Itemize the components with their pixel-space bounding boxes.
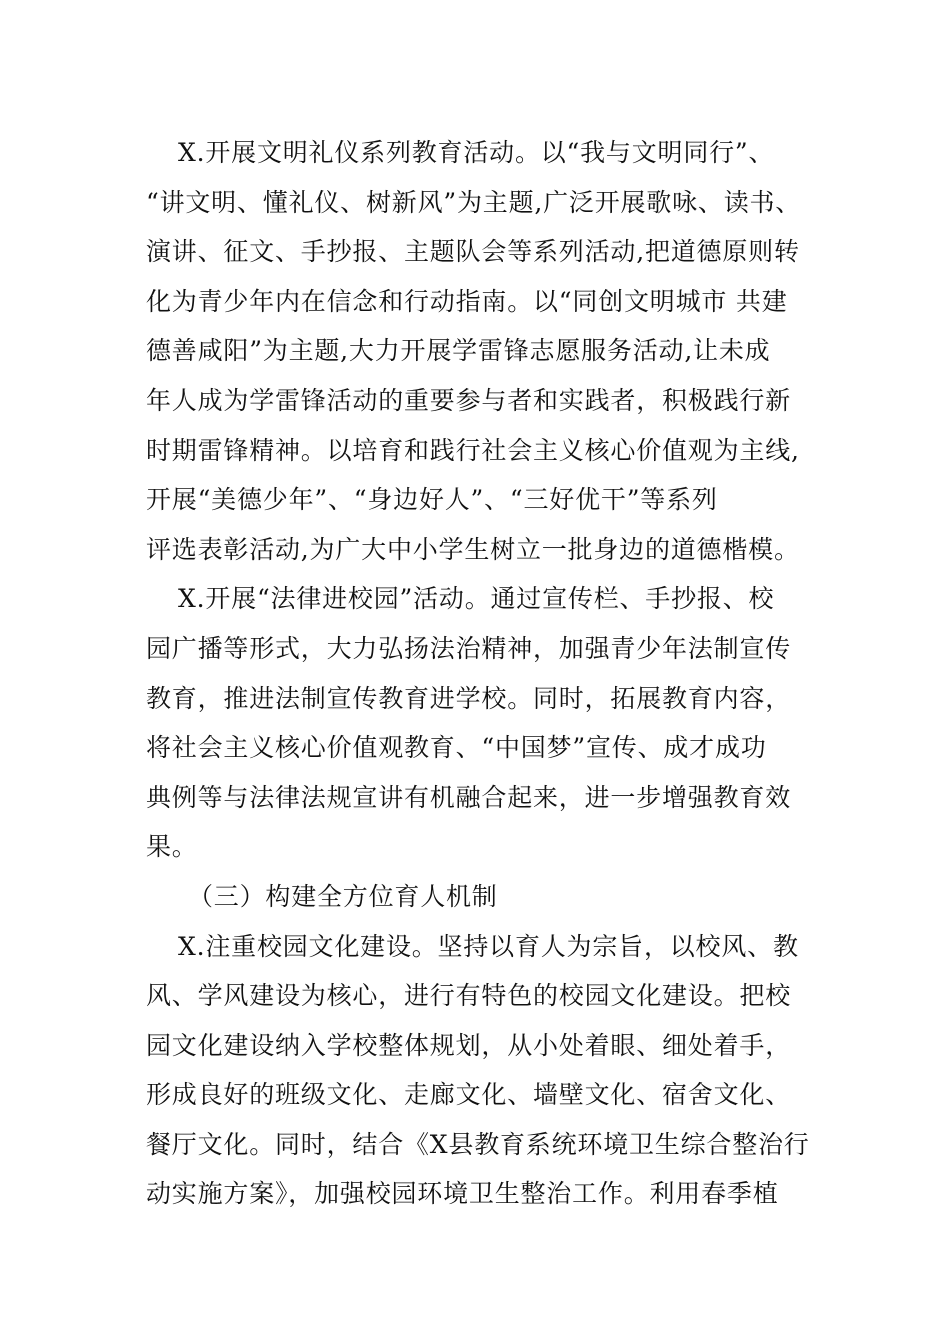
paragraph-3-line-3: 园文化建设纳入学校整体规划，从小处着眼、细处着手， [146, 1030, 792, 1060]
paragraph-1-line-1: X.开展文明礼仪系列教育活动。以“我与文明同行”、 [178, 138, 775, 167]
paragraph-3-line-5: 餐厅文化。同时，结合《X县教育系统环境卫生综合整治行 [146, 1129, 810, 1159]
paragraph-1-line-3: 演讲、征文、手抄报、主题队会等系列活动,把道德原则转 [146, 237, 800, 267]
paragraph-1-line-9: 评选表彰活动,为广大中小学生树立一批身边的道德楷模。 [146, 534, 800, 564]
paragraph-2-line-5: 典例等与法律法规宣讲有机融合起来，进一步增强教育效 [146, 782, 792, 812]
document-body [146, 128, 816, 1219]
paragraph-2-line-1: X.开展“法律进校园”活动。通过宣传栏、手抄报、校 [178, 584, 775, 614]
paragraph-2-line-2: 园广播等形式，大力弘扬法治精神，加强青少年法制宣传 [146, 633, 792, 663]
paragraph-1-line-6: 年人成为学雷锋活动的重要参与者和实践者，积极践行新 [146, 385, 792, 415]
paragraph-2-line-4: 将社会主义核心价值观教育、“中国梦”宣传、成才成功 [146, 733, 767, 763]
paragraph-3-line-1: X.注重校园文化建设。坚持以育人为宗旨，以校风、教 [178, 931, 799, 961]
paragraph-3-line-4: 形成良好的班级文化、走廊文化、墙壁文化、宿舍文化、 [146, 1080, 792, 1110]
paragraph-1-line-2: “讲文明、懂礼仪、树新风”为主题,广泛开展歌咏、读书、 [146, 187, 802, 217]
paragraph-1-line-4: 化为青少年内在信念和行动指南。以“同创文明城市 共建 [146, 286, 788, 316]
section-heading: （三）构建全方位育人机制 [188, 881, 498, 911]
paragraph-2-line-3: 教育，推进法制宣传教育进学校。同时，拓展教育内容， [146, 683, 792, 713]
paragraph-1-line-8: 开展“美德少年”、“身边好人”、“三好优干”等系列 [146, 485, 718, 515]
paragraph-1-line-7: 时期雷锋精神。以培育和践行社会主义核心价值观为主线, [146, 435, 800, 465]
paragraph-3-line-2: 风、学风建设为核心，进行有特色的校园文化建设。把校 [146, 981, 792, 1011]
paragraph-1-line-5: 德善咸阳”为主题,大力开展学雷锋志愿服务活动,让未成 [146, 336, 771, 366]
paragraph-2-line-6: 果。 [146, 832, 198, 862]
paragraph-3-line-6: 动实施方案》，加强校园环境卫生整治工作。利用春季植 [146, 1179, 779, 1209]
